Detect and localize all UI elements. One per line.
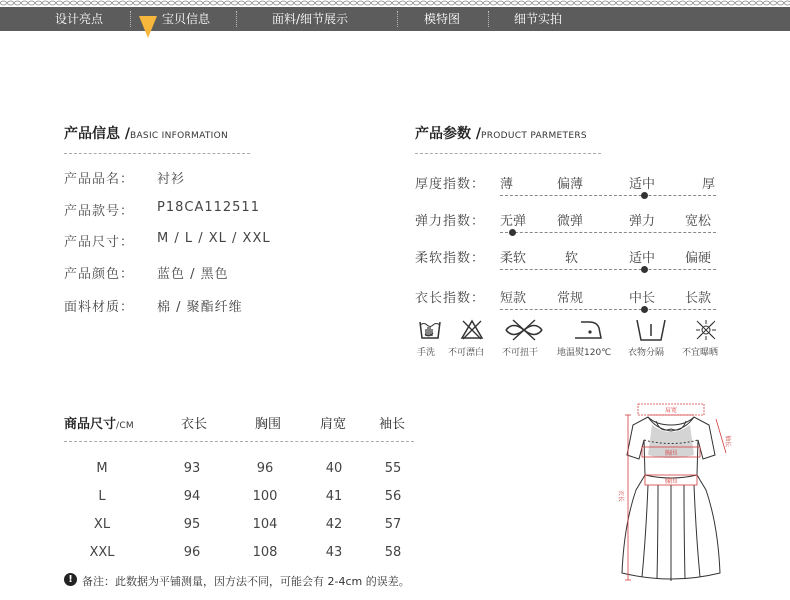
param-option: 薄 [500,177,514,192]
care-label-wash-separately: 衣物分隔 [628,348,665,358]
param-label-softness: 柔软指数： [415,251,486,266]
info-value-style-no: P18CA112511 [157,200,260,215]
param-option: 弹力 [629,214,656,229]
size-cell-size: XL [93,517,111,532]
info-label-material: 面料材质： [64,300,135,315]
measurement-note: 备注：此数据为平铺测量，因方法不同，可能会有 2-4cm 的误差。 [82,575,410,588]
size-col-header-shoulder: 肩宽 [320,417,347,432]
info-label-color: 产品颜色： [64,267,135,282]
no-bleach-icon [460,318,484,342]
dress-measurement-diagram [608,395,738,595]
info-label-size: 产品尺寸： [64,235,135,250]
nav-tab-product-info[interactable]: 宝贝信息 [162,12,211,26]
size-cell: 108 [252,545,278,560]
size-cell: 104 [252,517,278,532]
param-option: 适中 [629,177,656,192]
nav-decoration [0,0,790,6]
param-option: 宽松 [685,214,712,229]
nav-separator [130,11,131,27]
size-cell: 43 [325,545,343,560]
info-value-size: M / L / XL / XXL [157,231,271,246]
size-cell: 94 [183,489,201,504]
param-option: 常规 [557,291,584,306]
size-col-header-sleeve: 袖长 [379,417,406,432]
size-cell: 40 [325,461,343,476]
care-label-no-wring: 不可扭干 [502,348,539,358]
size-cell: 41 [325,489,343,504]
care-label-no-bleach: 不可漂白 [448,348,485,358]
size-col-header-length: 衣长 [181,417,208,432]
size-table-title: 商品尺寸/CM [64,417,134,432]
param-option: 中长 [629,291,656,306]
warning-icon: ! [64,573,77,586]
divider [64,153,250,154]
diagram-label-waist: 腰围 [664,478,678,485]
param-option: 微弹 [557,214,584,229]
info-value-name: 衬衫 [157,172,186,187]
hand-wash-icon [418,318,442,342]
size-cell: 57 [384,517,402,532]
care-label-low-iron: 地温熨120℃ [557,348,612,358]
param-option: 偏薄 [557,177,584,192]
param-option: 柔软 [500,251,527,266]
param-label-thickness: 厚度指数： [415,177,486,192]
nav-tab-detail-photos[interactable]: 细节实拍 [514,12,563,26]
no-sun-dry-icon [694,318,718,342]
diagram-label-shoulder: 肩宽 [664,407,678,414]
size-cell-size: XXL [89,545,115,560]
param-scale-marker [641,266,648,273]
param-scale-marker [641,192,648,199]
divider [415,153,601,154]
size-cell: 96 [256,461,274,476]
nav-separator [236,11,237,27]
info-label-name: 产品品名： [64,172,135,187]
nav-separator [488,11,489,27]
param-scale-marker [641,306,648,313]
info-label-style-no: 产品款号： [64,204,135,219]
no-wring-icon [503,318,545,342]
active-tab-pointer [139,16,157,38]
info-value-color: 蓝色 / 黑色 [157,267,229,282]
nav-separator [397,11,398,27]
low-iron-icon [573,318,603,342]
param-label-length: 衣长指数： [415,291,486,306]
size-cell-size: L [98,489,106,504]
param-option: 适中 [629,251,656,266]
param-option: 软 [565,251,579,266]
product-params-title: 产品参数 /PRODUCT PARMETERS [415,126,587,142]
size-col-header-chest: 胸围 [255,417,282,432]
size-cell: 100 [252,489,278,504]
info-value-material: 棉 / 聚酯纤维 [157,300,243,315]
size-cell-size: M [96,461,108,476]
size-cell: 93 [183,461,201,476]
nav-tab-model[interactable]: 模特图 [424,12,461,26]
param-scale-track [500,195,716,196]
param-option: 长款 [685,291,712,306]
size-table-divider [64,441,414,442]
nav-tab-design[interactable]: 设计亮点 [55,12,104,26]
size-cell: 58 [384,545,402,560]
care-label-no-sun-dry: 不宜曝晒 [682,348,719,358]
size-cell: 56 [384,489,402,504]
param-scale-track [500,309,716,310]
product-info-title: 产品信息 /BASIC INFORMATION [64,126,229,142]
param-option: 短款 [500,291,527,306]
nav-tab-fabric-detail[interactable]: 面料/细节展示 [272,12,349,26]
size-cell: 95 [183,517,201,532]
care-label-hand-wash: 手洗 [417,348,436,358]
param-option: 偏硬 [685,251,712,266]
size-cell: 55 [384,461,402,476]
top-nav [0,7,790,31]
param-scale-track [500,232,716,233]
diagram-label-length: 衣长 [617,490,624,503]
param-option: 厚 [702,177,716,192]
param-option: 无弹 [500,214,527,229]
param-scale-marker [509,229,516,236]
param-label-elasticity: 弹力指数： [415,214,486,229]
wash-separately-icon [635,318,667,342]
param-scale-track [500,269,716,270]
diagram-label-sleeve: 袖长 [724,435,731,448]
size-cell: 42 [325,517,343,532]
size-cell: 96 [183,545,201,560]
diagram-label-chest: 胸围 [664,450,678,457]
